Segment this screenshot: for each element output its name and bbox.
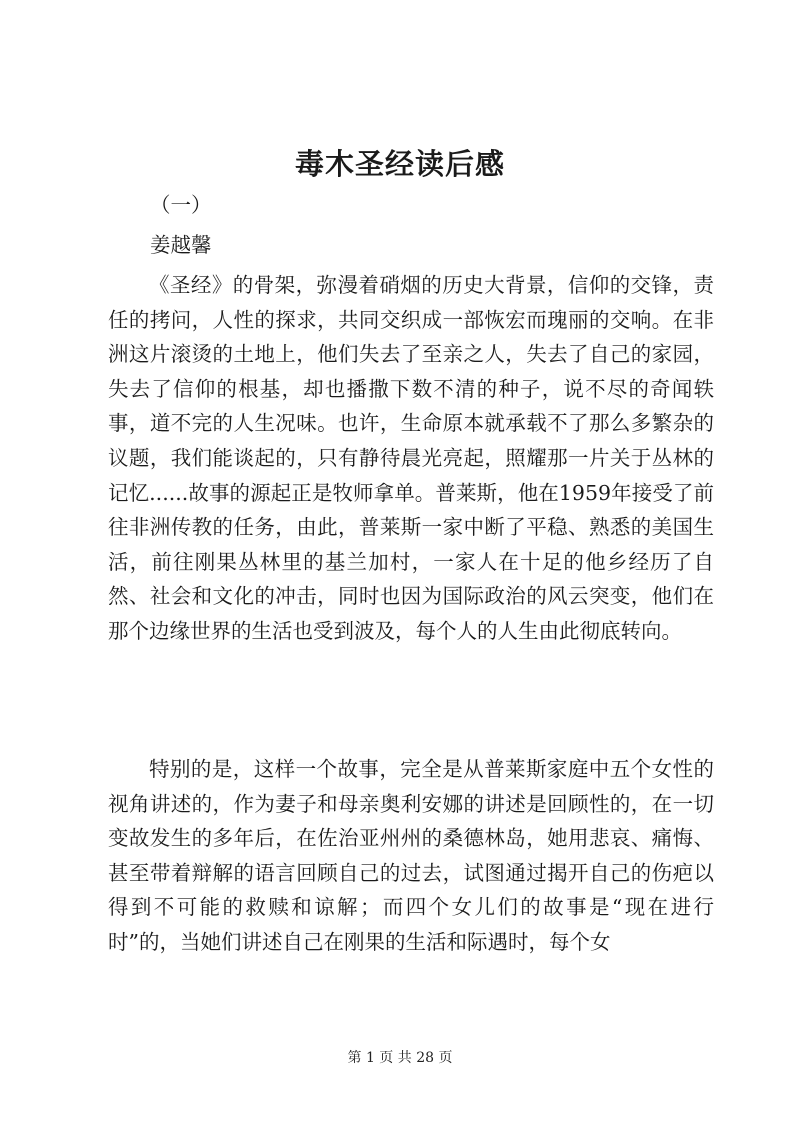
document-title: 毒木圣经读后感 (294, 147, 505, 181)
body-paragraph: 特别的是，这样一个故事，完全是从普莱斯家庭中五个女性的视角讲述的，作为妻子和母亲奥利安娜的讲述是回顾性的，在一切变故发生的多年后，在佐治亚州州的桑德林岛，她用悲哀、痛悔、甚至带着辩解的语言回顾自己的过去，试图通过揭开自己的伤疤以得到不可能的救赎和谅解；而四个女儿们的故事是“现在进行时”的，当她们讲述自己在刚果的生活和际遇时，每个女 (108, 757, 714, 954)
author-name: 姜越馨 (150, 233, 212, 257)
page-footer: 第 1 页 共 28 页 (347, 1050, 453, 1066)
section-mark: （一） (150, 193, 212, 217)
body-paragraph: 《圣经》的骨架，弥漫着硝烟的历史大背景，信仰的交锋，责任的拷问，人性的探求，共同交织成一部恢宏而瑰丽的交响。在非洲这片滚烫的土地上，他们失去了至亲之人，失去了自己的家园，失去了信仰的根基，却也播撒下数不清的种子，说不尽的奇闻轶事，道不完的人生况味。也许，生命原本就承载不了那么多繁杂的议题，我们能谈起的，只有静待晨光亮起，照耀那一片关于丛林的记忆......故事的源起正是牧师拿单。普莱斯，他在1959年接受了前往非洲传教的任务，由此，普莱斯一家中断了平稳、熟悉的美国生活，前往刚果丛林里的基兰加村，一家人在十足的他乡经历了自然、社会和文化的冲击，同时也因为国际政治的风云突变，他们在那个边缘世界的生活也受到波及，每个人的人生由此彻底转向。 (108, 273, 714, 643)
